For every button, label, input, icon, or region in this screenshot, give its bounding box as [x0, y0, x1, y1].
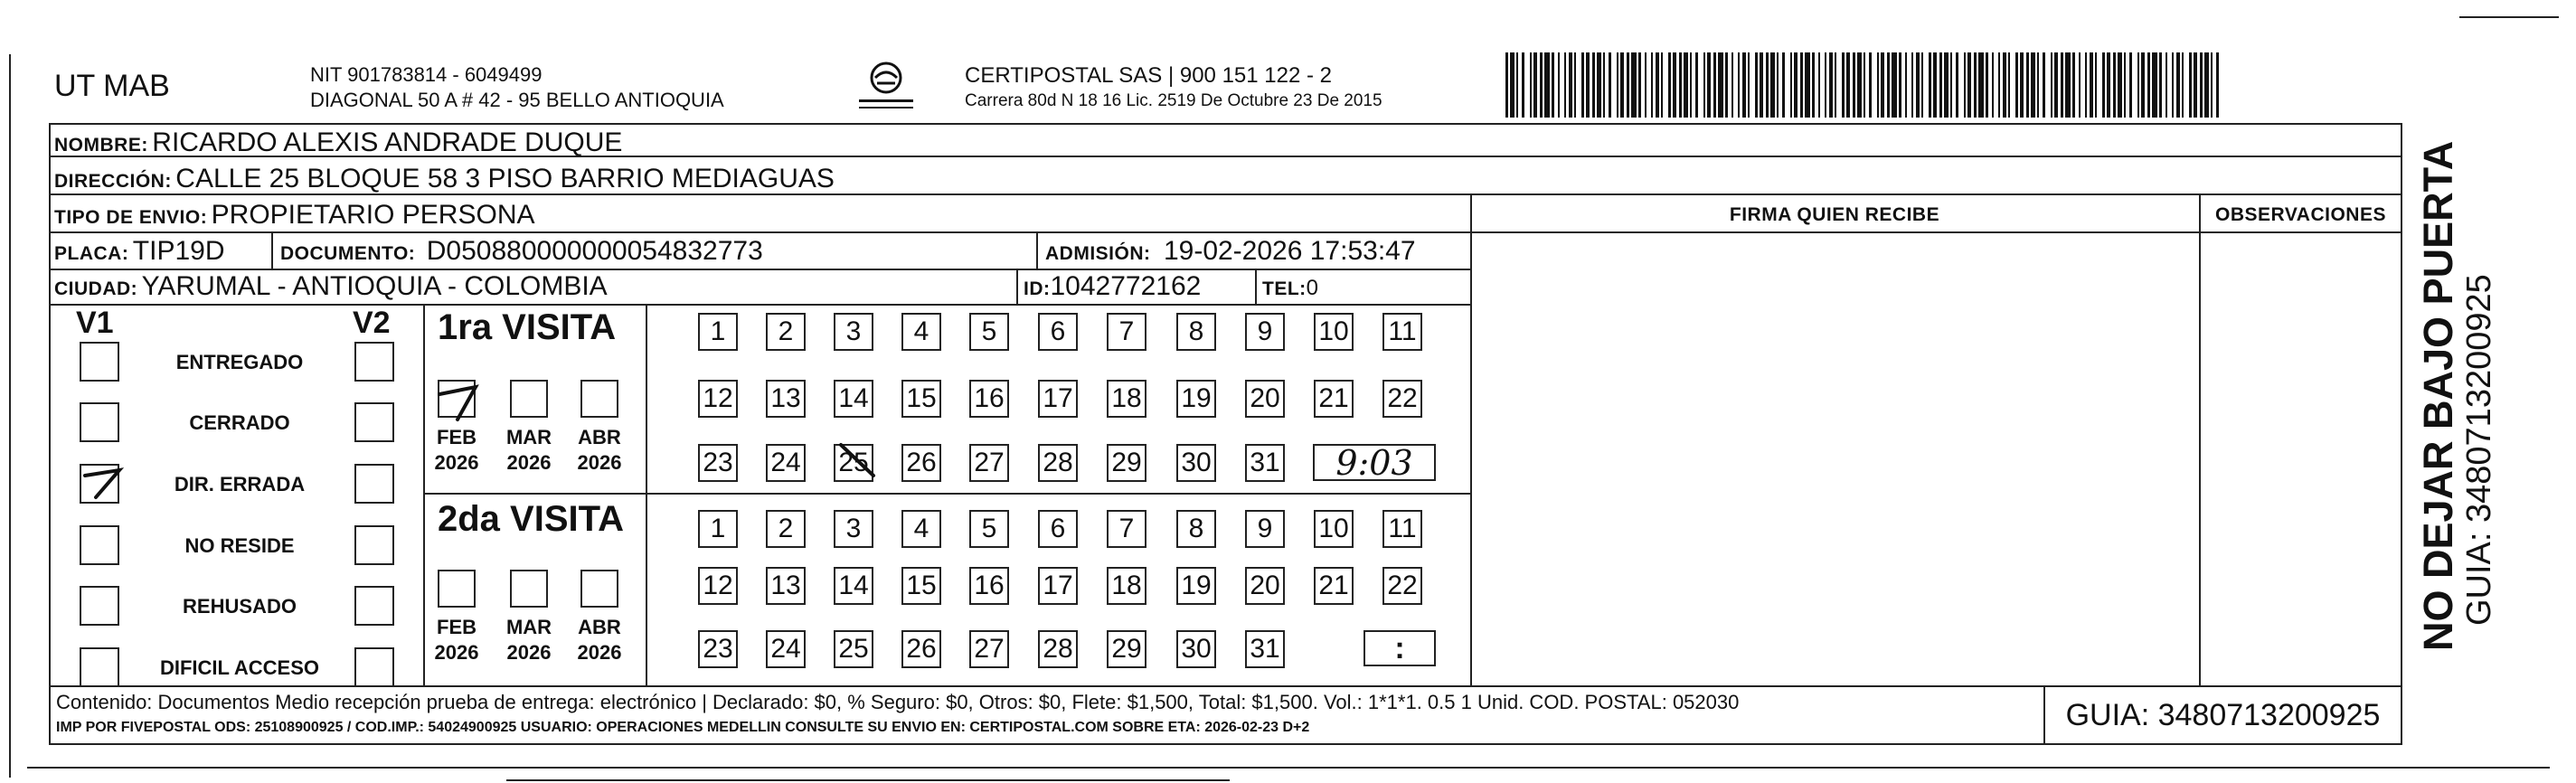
day-box[interactable]: 18: [1107, 380, 1146, 418]
id-value: 1042772162: [1050, 271, 1202, 301]
month-label: [497, 425, 561, 476]
day-box[interactable]: 18: [1107, 567, 1146, 605]
month-label: [425, 615, 488, 665]
ciudad-value: YARUMAL - ANTIOQUIA - COLOMBIA: [141, 271, 608, 301]
month-checkbox[interactable]: [510, 380, 548, 418]
v1-checkbox[interactable]: [80, 342, 119, 382]
month-label: [568, 425, 631, 476]
direccion-row: [54, 164, 835, 194]
month-checkbox[interactable]: [510, 570, 548, 608]
day-box[interactable]: 11: [1382, 313, 1422, 351]
day-box[interactable]: 10: [1314, 510, 1354, 548]
day-box[interactable]: 11: [1382, 510, 1422, 548]
day-box[interactable]: 23: [698, 630, 738, 668]
day-box[interactable]: 22: [1382, 380, 1422, 418]
ciudad-field: [54, 271, 608, 302]
ciudad-label: CIUDAD:: [54, 278, 138, 299]
nombre-row: [54, 127, 622, 158]
v1-checkbox[interactable]: [80, 647, 119, 687]
day-box[interactable]: 22: [1382, 567, 1422, 605]
day-box[interactable]: 23: [698, 444, 738, 482]
sender-name: UT MAB: [54, 69, 170, 103]
day-box[interactable]: 28: [1038, 444, 1078, 482]
v2-checkbox[interactable]: [354, 342, 394, 382]
day-box[interactable]: 26: [901, 444, 941, 482]
day-box[interactable]: 6: [1038, 510, 1078, 548]
id-field: [1024, 271, 1201, 302]
day-box[interactable]: 30: [1176, 630, 1216, 668]
v1-dir-errada-check-mark: [80, 463, 127, 503]
tel-label: TEL:: [1262, 278, 1307, 299]
company-name: CERTIPOSTAL SAS | 900 151 122 - 2: [965, 63, 1332, 88]
day-box[interactable]: 6: [1038, 313, 1078, 351]
tipo-envio-row: [54, 200, 535, 231]
v1-header: V1: [76, 306, 114, 340]
visit1-time-box: 9:03: [1313, 444, 1436, 481]
placa-label: PLACA:: [54, 243, 129, 264]
day-box[interactable]: 20: [1245, 380, 1285, 418]
documento-value: D050880000000054832773: [426, 236, 763, 266]
month-year: 2026: [577, 451, 622, 474]
day-box[interactable]: 4: [901, 313, 941, 351]
day-box[interactable]: 31: [1245, 630, 1285, 668]
status-option-label: DIR. ERRADA: [174, 473, 306, 495]
month-label: [497, 615, 561, 665]
sender-address: DIAGONAL 50 A # 42 - 95 BELLO ANTIOQUIA: [310, 89, 724, 111]
day-box[interactable]: 8: [1176, 510, 1216, 548]
day-box[interactable]: 14: [834, 380, 873, 418]
month-name: MAR: [505, 426, 552, 448]
day-box[interactable]: 9: [1245, 313, 1285, 351]
day-box[interactable]: 31: [1245, 444, 1285, 482]
admision-label: ADMISIÓN:: [1045, 243, 1151, 264]
day-box[interactable]: 16: [969, 567, 1009, 605]
month-label: [568, 615, 631, 665]
day-box[interactable]: 17: [1038, 567, 1078, 605]
day-box[interactable]: 27: [969, 630, 1009, 668]
tipo-envio-label: TIPO DE ENVIO:: [54, 207, 208, 228]
v2-checkbox[interactable]: [354, 525, 394, 565]
v2-checkbox[interactable]: [354, 464, 394, 504]
nombre-label: NOMBRE:: [54, 135, 148, 156]
left-margin-line: [9, 54, 11, 778]
day-box[interactable]: 24: [766, 444, 806, 482]
month-name: ABR: [578, 426, 621, 448]
tel-field: [1262, 276, 1319, 301]
direccion-value: CALLE 25 BLOQUE 58 3 PISO BARRIO MEDIAGUAS: [175, 164, 835, 193]
status-option-label: NO RESIDE: [184, 534, 295, 557]
firma-header: FIRMA QUIEN RECIBE: [1729, 204, 1940, 225]
day-box[interactable]: 15: [901, 380, 941, 418]
day-box[interactable]: 25: [834, 630, 873, 668]
day-box[interactable]: 21: [1314, 567, 1354, 605]
v2-checkbox[interactable]: [354, 586, 394, 626]
day-box[interactable]: 26: [901, 630, 941, 668]
day-box[interactable]: 20: [1245, 567, 1285, 605]
month-name: MAR: [505, 616, 552, 638]
day-box[interactable]: 1: [698, 510, 738, 548]
month-name: FEB: [437, 426, 477, 448]
day-box[interactable]: 3: [834, 313, 873, 351]
month-label: [425, 425, 488, 476]
top-right-margin-line: [2459, 16, 2559, 18]
visit2-time-box: :: [1363, 630, 1436, 666]
observaciones-header: OBSERVACIONES: [2215, 204, 2386, 225]
month-checkbox[interactable]: [580, 570, 618, 608]
day-box[interactable]: 7: [1107, 313, 1146, 351]
bottom-margin-line: [27, 767, 2550, 769]
day-box[interactable]: 9: [1245, 510, 1285, 548]
status-option-label: DIFICIL ACCESO: [159, 656, 319, 679]
side-warning: NO DEJAR BAJO PUERTA: [2415, 140, 2461, 651]
day-box[interactable]: 13: [766, 567, 806, 605]
footer-content-line: Contenido: Documentos Medio recepción prueba de entrega: electrónico | Declarado: $0, % Seguro: $0, Otros: $0, Flete: $1,500, Total: $1,500. Vol.: 1*1*1. 0.5 1 Unid. COD. POSTAL: 052030: [56, 691, 1740, 713]
visit1-day25-strike-mark: [837, 439, 877, 481]
day-box[interactable]: 2: [766, 510, 806, 548]
admision-field: [1045, 236, 1416, 267]
visit1-title: 1ra VISITA: [438, 307, 617, 347]
id-label: ID:: [1024, 278, 1051, 299]
month-checkbox[interactable]: [580, 380, 618, 418]
day-box[interactable]: 5: [969, 313, 1009, 351]
month-year: 2026: [434, 641, 479, 664]
day-box[interactable]: 28: [1038, 630, 1078, 668]
day-box[interactable]: 12: [698, 380, 738, 418]
day-box[interactable]: 14: [834, 567, 873, 605]
day-box[interactable]: 15: [901, 567, 941, 605]
day-box[interactable]: 1: [698, 313, 738, 351]
status-option-label: ENTREGADO: [175, 351, 304, 373]
documento-label: DOCUMENTO:: [280, 243, 416, 264]
v1-checkbox[interactable]: [80, 586, 119, 626]
day-box[interactable]: 25: [834, 444, 873, 482]
month-name: ABR: [578, 616, 621, 638]
status-option-label: CERRADO: [189, 411, 290, 434]
nombre-value: RICARDO ALEXIS ANDRADE DUQUE: [152, 127, 623, 157]
day-box[interactable]: 27: [969, 444, 1009, 482]
direccion-label: DIRECCIÓN:: [54, 171, 172, 192]
tel-value: 0: [1306, 276, 1319, 300]
v2-checkbox[interactable]: [354, 402, 394, 442]
day-box[interactable]: 19: [1176, 380, 1216, 418]
side-text-block: [2417, 108, 2498, 651]
documento-field: [280, 236, 763, 267]
day-box[interactable]: 21: [1314, 380, 1354, 418]
day-box[interactable]: 29: [1107, 630, 1146, 668]
day-box[interactable]: 5: [969, 510, 1009, 548]
day-box[interactable]: 30: [1176, 444, 1216, 482]
day-box[interactable]: 24: [766, 630, 806, 668]
day-box[interactable]: 17: [1038, 380, 1078, 418]
day-box[interactable]: 19: [1176, 567, 1216, 605]
footer-print-line: IMP POR FIVEPOSTAL ODS: 25108900925 / COD.IMP.: 54024900925 USUARIO: OPERACIONES MEDELLIN CONSULTE SU ENVIO EN: CERTIPOSTAL.COM SOBRE ETA: 2026-02-23 D+2: [56, 720, 1310, 735]
placa-field: [54, 236, 225, 267]
sender-nit: NIT 901783814 - 6049499: [310, 63, 543, 86]
day-box[interactable]: 2: [766, 313, 806, 351]
day-box[interactable]: 13: [766, 380, 806, 418]
day-box[interactable]: 7: [1107, 510, 1146, 548]
shipment-barcode: [1505, 52, 2224, 118]
admision-value: 19-02-2026 17:53:47: [1163, 236, 1416, 266]
month-year: 2026: [434, 451, 479, 474]
month-checkbox[interactable]: [438, 570, 476, 608]
visit1-feb-check-mark: [434, 378, 486, 423]
v2-header: V2: [353, 306, 391, 340]
v1-checkbox[interactable]: [80, 402, 119, 442]
month-name: FEB: [437, 616, 477, 638]
v2-checkbox[interactable]: [354, 647, 394, 687]
day-box[interactable]: 4: [901, 510, 941, 548]
day-box[interactable]: 10: [1314, 313, 1354, 351]
v1-checkbox[interactable]: [80, 525, 119, 565]
certipostal-logo: [850, 60, 922, 116]
status-option-label: REHUSADO: [183, 595, 297, 618]
side-guia: GUIA: 3480713200925: [2460, 274, 2498, 626]
day-box[interactable]: 3: [834, 510, 873, 548]
tipo-envio-value: PROPIETARIO PERSONA: [211, 200, 535, 230]
company-license: Carrera 80d N 18 16 Lic. 2519 De Octubre 23 De 2015: [965, 91, 1382, 110]
month-year: 2026: [506, 451, 552, 474]
month-year: 2026: [577, 641, 622, 664]
day-box[interactable]: 8: [1176, 313, 1216, 351]
day-box[interactable]: 12: [698, 567, 738, 605]
footer-guia: GUIA: 3480713200925: [2065, 698, 2381, 732]
day-box[interactable]: 16: [969, 380, 1009, 418]
month-year: 2026: [506, 641, 552, 664]
visit2-title: 2da VISITA: [438, 499, 624, 539]
day-box[interactable]: 29: [1107, 444, 1146, 482]
placa-value: TIP19D: [132, 236, 225, 266]
bottom-fold-line: [506, 779, 1230, 781]
